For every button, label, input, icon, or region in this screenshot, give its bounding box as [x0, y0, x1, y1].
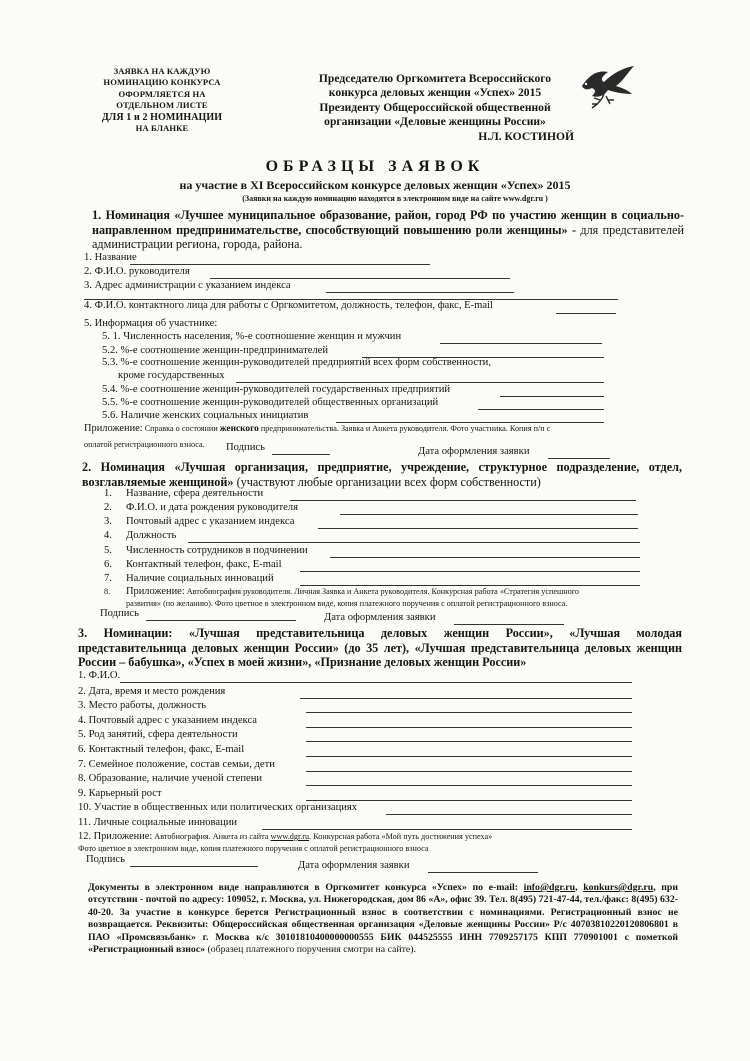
s1-field-head[interactable] — [210, 278, 510, 279]
section2-heading — [82, 460, 682, 489]
s1-attachment-text: предпринимательства. Заявка и Анкета руководителя. Фото участника. Копия п/п с — [260, 424, 551, 433]
note-line: НОМИНАЦИЮ КОНКУРСА — [103, 77, 221, 88]
s2-item-label: Контактный телефон, факс, E-mail — [126, 559, 282, 570]
footer-text: , при отсутствии - почтой по адресу: 109052, г. Москва, ул. Нижегородская, дом 86 «А», офис 39. Тел. 8(495) 721-47-44, тел./факс: 8(495) 632-40-20. За участие в конкурсе берется Регистрационный взнос в соответствии с номинациями. Регистрационный взнос не возвращается. Реквизиты: Общероссийская общественная организация «Деловые женщины России» Р/с 40703810220120806801 в ПАО «Промсвязьбанк» г. Москва к/с 30101810400000000555 БИК 044525555 ИНН 7709257175 КПП 770901001 с пометкой «Регистрационный взнос» — [88, 882, 679, 956]
subtitle-note: (Заявки на каждую номинацию находятся в электронном виде на сайте www.dgr.ru ) — [242, 194, 548, 203]
footer-sep: , — [575, 882, 578, 893]
section3-heading: 3. Номинации: «Лучшая представительница деловых женщин России», «Лучшая молодая представительница деловых женщин России» (до 35 лет), «Лучшая представительница деловых женщин России – бабушка», «Успех в моей жизни», «Признание деловых женщин России» — [78, 626, 682, 670]
s1-info-field[interactable] — [440, 343, 602, 344]
s2-attachment-text-2: развития» (по желанию). Фото цветное в электронном виде, копия платежного поручения с оплатой регистрационного взноса. — [126, 599, 568, 608]
s2-item-label: Ф.И.О. и дата рождения руководителя — [126, 502, 298, 513]
s3-attachment — [78, 832, 678, 842]
addressee-line: организации «Деловые женщины России» — [324, 115, 546, 129]
s2-signature-field[interactable] — [146, 620, 296, 621]
s3-item: 6. Контактный телефон, факс, E-mail — [78, 744, 245, 755]
footer-email-info[interactable]: info@dgr.ru — [523, 882, 576, 893]
s1-field-contact[interactable] — [556, 313, 616, 314]
s2-attachment-label: Приложение: — [126, 586, 185, 597]
section2-heading-text: 2. Номинация «Лучшая организация, предприятие, учреждение, структурное подразделение, отдел, возглавляемые женщиной» — [82, 460, 682, 489]
s1-field-name[interactable] — [130, 264, 430, 265]
s3-field[interactable] — [120, 682, 632, 683]
note-line: НА БЛАНКЕ — [135, 123, 189, 134]
s3-item: 9. Карьерный рост — [78, 788, 162, 799]
s2-attachment-num: 8. — [104, 587, 111, 596]
s1-info-item: 5.2. %-е соотношение женщин-предпринимателей — [102, 345, 329, 356]
addressee-block — [290, 72, 580, 144]
s3-item: 11. Личные социальные инновации — [78, 817, 238, 828]
s2-item-num: 2. — [104, 502, 112, 513]
s1-item-contact: 4. Ф.И.О. контактного лица для работы с Оргкомитетом, должность, телефон, факс, E-mail — [84, 300, 493, 311]
s2-signature-label: Подпись — [100, 608, 139, 619]
s2-date-label: Дата оформления заявки — [324, 612, 436, 623]
footer-note: (образец платежного поручения смотри на сайте). — [207, 944, 416, 956]
s1-signature-label: Подпись — [226, 442, 265, 453]
s3-field[interactable] — [306, 727, 632, 728]
s3-item: 8. Образование, наличие ученой степени — [78, 773, 263, 784]
s1-attachment-label: Приложение: — [84, 423, 143, 434]
s1-attachment-end: оплатой регистрационного взноса. — [84, 440, 205, 449]
s3-item: 7. Семейное положение, состав семьи, дети — [78, 759, 275, 770]
s1-info-field[interactable] — [478, 409, 604, 410]
s2-item-num: 7. — [104, 573, 112, 584]
s3-field[interactable] — [306, 785, 632, 786]
s1-info-item: 5.3. %-е соотношение женщин-руководителей предприятий всех форм собственности, — [102, 357, 491, 368]
s1-attachment — [84, 424, 674, 434]
s1-info-field[interactable] — [336, 422, 604, 423]
s1-attachment-emph: женского — [219, 424, 259, 434]
page-title: ОБРАЗЦЫ ЗАЯВОК — [265, 158, 485, 175]
footer-email-konkurs[interactable]: konkurs@dgr.ru — [583, 882, 654, 893]
s3-field[interactable] — [306, 800, 632, 801]
s3-field[interactable] — [386, 814, 632, 815]
s1-attachment-text: Справка о состоянии — [144, 424, 218, 433]
s1-item-head: 2. Ф.И.О. руководителя — [84, 266, 190, 277]
page-subtitle: на участие в XI Всероссийском конкурсе деловых женщин «Успех» 2015 — [179, 178, 571, 192]
dove-emblem-icon — [574, 60, 640, 112]
s2-item-num: 3. — [104, 516, 112, 527]
s3-signature-label: Подпись — [86, 854, 125, 865]
section2-heading-tail: (участвуют любые организации всех форм собственности) — [236, 474, 541, 489]
section1-heading-text: 1. Номинация «Лучшее муниципальное образование, район, город РФ по участию женщин в социально-направленном предпринимательстве, способствующий повышению роли женщины» - — [92, 208, 684, 237]
s3-item: 2. Дата, время и место рождения — [78, 686, 226, 697]
s1-signature-field[interactable] — [272, 454, 330, 455]
site-link[interactable]: www.dgr.ru — [270, 832, 310, 841]
addressee-line: Н.Л. КОСТИНОЙ — [478, 129, 574, 143]
s3-field[interactable] — [306, 756, 632, 757]
s1-info-item: 5.6. Наличие женских социальных инициатив — [102, 410, 309, 421]
s3-field[interactable] — [306, 771, 632, 772]
s2-field[interactable] — [290, 500, 636, 501]
s2-field[interactable] — [300, 571, 640, 572]
s1-info-item: 5. 1. Численность населения, %-е соотношение женщин и мужчин — [102, 331, 402, 342]
s3-signature-field[interactable] — [130, 866, 258, 867]
s3-attachment-text: Автобиография. Анкета из сайта — [154, 832, 269, 841]
s1-field-address[interactable] — [326, 292, 514, 293]
s3-date-field[interactable] — [428, 872, 538, 873]
single-sheet-note — [92, 66, 232, 134]
s1-date-label: Дата оформления заявки — [418, 446, 530, 457]
s3-field[interactable] — [300, 698, 632, 699]
s2-date-field[interactable] — [454, 624, 564, 625]
s3-item: 3. Место работы, должность — [78, 700, 207, 711]
s3-item: 5. Род занятий, сфера деятельности — [78, 729, 238, 740]
s3-date-label: Дата оформления заявки — [298, 860, 410, 871]
s3-field[interactable] — [306, 741, 632, 742]
footer-text: Документы в электронном виде направляются в Оргкомитет конкурса «Успех» по e-mail: — [88, 882, 518, 893]
s3-item: 1. Ф.И.О. — [78, 670, 121, 681]
s1-info-item: 5.4. %-е соотношение женщин-руководителей государственных предприятий — [102, 384, 451, 395]
s3-field[interactable] — [262, 829, 632, 830]
s2-attachment — [126, 587, 678, 597]
s1-date-field[interactable] — [548, 458, 610, 459]
s1-info-item: 5.5. %-е соотношение женщин-руководителей общественных организаций — [102, 397, 439, 408]
addressee-line: Председателю Оргкомитета Всероссийского — [318, 72, 552, 85]
s2-item-num: 1. — [104, 488, 112, 499]
addressee-line: конкурса деловых женщин «Успех» 2015 — [328, 86, 542, 100]
s2-field[interactable] — [340, 514, 638, 515]
s2-item-label: Наличие социальных инноваций — [126, 573, 274, 584]
s2-item-label: Почтовый адрес с указанием индекса — [126, 516, 295, 527]
s2-item-label: Должность — [126, 530, 177, 541]
s2-item-label: Численность сотрудников в подчинении — [126, 545, 308, 556]
s2-field[interactable] — [330, 557, 640, 558]
section1-heading-tail: для представителей администрации региона, города, района. — [92, 222, 685, 252]
s1-info-item-cont: кроме государственных — [118, 370, 225, 381]
note-line: ОТДЕЛЬНОМ ЛИСТЕ — [116, 100, 208, 111]
note-line: ДЛЯ 1 и 2 НОМИНАЦИИ — [101, 111, 223, 123]
s1-info-field[interactable] — [236, 382, 604, 383]
s3-attachment-text: . Конкурсная работа «Мой путь достижения успеха» — [309, 832, 493, 841]
s2-item-num: 6. — [104, 559, 112, 570]
section1-heading — [92, 208, 684, 252]
s3-item: 10. Участие в общественных или политических организациях — [78, 802, 358, 813]
s2-field[interactable] — [318, 528, 638, 529]
s2-field[interactable] — [188, 542, 640, 543]
s3-attachment-text-2: Фото цветное в электронном виде, копия платежного поручения с оплатой регистрационного взноса — [78, 844, 429, 853]
s1-info-label: 5. Информация об участнике: — [84, 318, 218, 329]
s3-item: 4. Почтовый адрес с указанием индекса — [78, 715, 257, 726]
note-line: ЗАЯВКА НА КАЖДУЮ — [113, 66, 211, 76]
s3-field[interactable] — [306, 712, 632, 713]
s2-attachment-text: Автобиография руководителя. Личная Заявка и Анкета руководителя. Конкурсная работа «Стратегия успешного — [186, 587, 580, 596]
note-line: ОФОРМЛЯЕТСЯ НА — [118, 88, 206, 99]
s2-item-num: 4. — [104, 530, 112, 541]
s1-item-address: 3. Адрес администрации с указанием индекса — [84, 280, 291, 291]
s2-item-label: Название, сфера деятельности — [126, 488, 264, 499]
s1-info-field[interactable] — [500, 396, 604, 397]
s2-item-num: 5. — [104, 545, 112, 556]
s2-field[interactable] — [300, 585, 640, 586]
s1-item-name: 1. Название — [84, 252, 137, 263]
addressee-line: Президенту Общероссийской общественной — [319, 100, 551, 114]
footer-requisites — [88, 882, 678, 956]
s3-attachment-label: 12. Приложение: — [78, 831, 153, 842]
